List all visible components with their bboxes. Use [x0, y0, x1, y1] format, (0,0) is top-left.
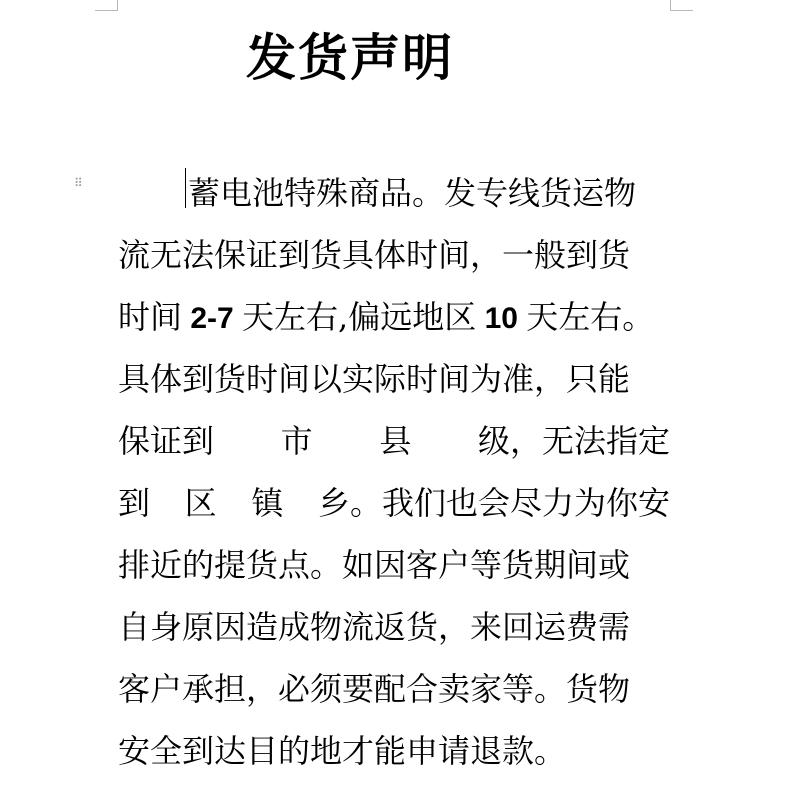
text-run: 区	[184, 484, 217, 522]
paragraph-line: 排近的提货点。如因客户等货期间或	[118, 546, 631, 584]
text-run-number: 2-7	[182, 302, 243, 335]
text-run: 县	[379, 422, 412, 460]
text-run: 乡。我们也会尽力为你安	[317, 484, 670, 522]
paragraph-line	[118, 286, 670, 348]
paragraph-line	[118, 472, 670, 534]
paragraph-line: 自身原因造成物流返货，来回运费需	[118, 608, 631, 646]
text-run: 市	[280, 422, 313, 460]
page-corner-mark-left	[95, 0, 118, 11]
page-corner-mark-right	[670, 0, 693, 11]
paragraph-line: 安全到达目的地才能申请退款。	[118, 732, 567, 770]
text-run-number: 10	[476, 302, 527, 335]
paragraph-drag-handle-icon[interactable]: ⠿	[74, 176, 82, 190]
paragraph-line	[118, 410, 670, 472]
body-paragraph[interactable]	[118, 162, 670, 782]
text-run: 天左右。	[526, 298, 655, 336]
paragraph-line: 具体到货时间以实际时间为准，只能	[118, 360, 631, 398]
text-run: 时间	[118, 298, 183, 336]
text-run: 天左右,偏远地区	[242, 298, 477, 336]
text-run: 到	[118, 484, 151, 522]
text-run: 保证到	[118, 422, 215, 460]
text-run: 级，无法指定	[477, 422, 670, 460]
paragraph-line: 客户承担，必须要配合卖家等。货物	[118, 670, 631, 708]
document-title[interactable]: 发货声明	[246, 28, 454, 87]
paragraph-line: 流无法保证到货具体时间，一般到货	[118, 236, 631, 274]
paragraph-line: 蓄电池特殊商品。发专线货运物	[188, 174, 637, 212]
text-run: 镇	[251, 484, 284, 522]
